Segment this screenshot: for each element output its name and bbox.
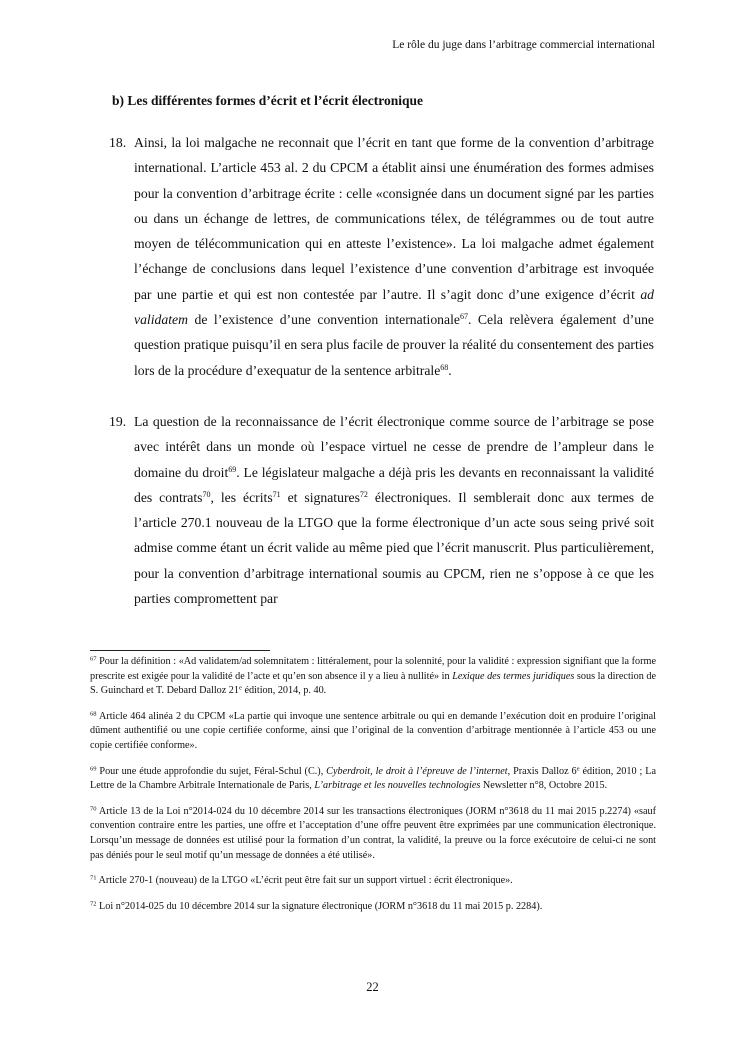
footnotes: [90, 655, 656, 925]
footnote-text: Article 13 de la Loi n°2014-024 du 10 décembre 2014 sur les transactions électroniques (JORM n°3618 du 11 mai 2015 p.2274) «sauf convention contraire entre les parties, une offre et l’acceptation d’une offre peuvent être exprimées par une communication électronique. Lorsqu’un message de données est utilisé pour la formation d’un contrat, la validité, la preuve ou la force exécutoire de celui-ci ne sont pas déniés pour le seul motif qu’un message de données a été utilisé».: [90, 805, 656, 861]
paragraph-number: 19.: [109, 414, 127, 429]
footnote-ref-67[interactable]: 67: [459, 312, 468, 322]
footnote-number: 69: [90, 765, 97, 773]
edition-superscript: e: [576, 765, 580, 773]
footnote-text: sous la direction de S. Guinchard et T. Debard Dalloz 21: [90, 670, 657, 697]
footnote-70: [90, 805, 656, 863]
page-number: 22: [366, 980, 379, 994]
footnote-68: [90, 710, 656, 754]
footnote-text: Loi n°2014-025 du 10 décembre 2014 sur la signature électronique (JORM n°3618 du 11 mai 2015 p. 2284).: [96, 900, 543, 912]
footnote-text: Pour la définition : «Ad validatem/ad solemnitatem : littéralement, pour la solennité, pour la validité : expression signifiant que la forme prescrite est exigée pour la validité de l’acte et qu’en son absence il y a lieu à nullité» in: [90, 656, 656, 682]
paragraph-19: [109, 409, 654, 611]
footnote-text: , Praxis Dalloz 6: [507, 765, 577, 777]
paragraph-text: . Le législateur malgache a déjà pris les devants en reconnaissant la validité des contrats: [134, 464, 654, 505]
footnote-ref-72[interactable]: 72: [359, 489, 368, 499]
footnote-71: [90, 874, 656, 889]
paragraph-text: de l’existence d’une convention internationale: [187, 312, 460, 328]
footnote-number: 67: [90, 655, 97, 663]
footnote-text: édition, 2010 ; La Lettre de la Chambre Arbitrale Internationale de Paris,: [90, 765, 656, 792]
footnote-italic: Cyberdroit, le droit à l’épreuve de l’internet: [326, 765, 508, 777]
footnote-text: Pour une étude approfondie du sujet, Féral-Schul (C.),: [96, 765, 327, 777]
footnote-ref-68[interactable]: 68: [440, 362, 449, 372]
section-title: b) Les différentes formes d’écrit et l’écrit électronique: [112, 93, 424, 108]
footnote-text: Newsletter n°8, Octobre 2015.: [480, 780, 608, 792]
italic-term: ad validatem: [134, 286, 654, 328]
paragraph-18: [109, 130, 654, 383]
paragraph-text: . Cela relèvera également d’une question pratique puisqu’il en sera plus facile de prouver la réalité du consentement des parties lors de la procédure d’exequatur de la sentence arbitrale: [134, 312, 654, 378]
paragraph-text: .: [448, 362, 452, 378]
paragraph-number: 18.: [109, 135, 127, 150]
edition-superscript: e: [239, 684, 242, 692]
footnote-number: 71: [90, 874, 97, 882]
paragraph-text: Ainsi, la loi malgache ne reconnait que l’écrit en tant que forme de la convention d’arbitrage international. L’article 453 al. 2 du CPCM a établit ainsi une énumération des formes admises pour la convention d’arbitrage écrite : celle «consignée dans un document signé par les parties ou dans un échange de lettres, de communications télex, de télégrammes ou de tout autre moyen de télécommunication qui en atteste l’existence». La loi malgache admet également l’échange de conclusions dans lequel l’existence d’une convention d’arbitrage est invoquée par une partie et qui est non contestée par l’autre. Il s’agit donc d’une exigence d’écrit: [134, 135, 654, 302]
paragraph-text: , les écrits: [210, 489, 273, 505]
footnote-separator: [90, 650, 270, 651]
footnote-number: 68: [90, 710, 97, 718]
running-header: Le rôle du juge dans l’arbitrage commercial international: [392, 39, 655, 51]
footnote-number: 72: [90, 900, 97, 908]
footnote-italic: L’arbitrage et les nouvelles technologies: [314, 780, 481, 792]
footnote-text: Article 270-1 (nouveau) de la LTGO «L’écrit peut être fait sur un support virtuel : écrit électronique».: [96, 875, 513, 887]
footnote-ref-70[interactable]: 70: [202, 489, 211, 499]
footnote-ref-69[interactable]: 69: [228, 464, 237, 474]
footnote-text: édition, 2014, p. 40.: [241, 685, 327, 697]
footnote-67: [90, 655, 656, 699]
footnote-69: [90, 765, 656, 794]
footnote-number: 70: [90, 805, 97, 813]
paragraph-text: électroniques. Il semblerait donc aux termes de l’article 270.1 nouveau de la LTGO que la forme électronique d’un acte sous seing privé soit admise comme étant un écrit valide au même pied que l’écrit manuscrit. Plus particulièrement, pour la convention d’arbitrage international soumis au CPCM, rien ne s’oppose à ce que les parties compromettent par: [134, 489, 654, 607]
paragraph-text: La question de la reconnaissance de l’écrit électronique comme source de l’arbitrage se pose avec intérêt dans un monde où l’espace virtuel ne cesse de prendre de l’ampleur dans le domaine du droit: [134, 414, 654, 480]
footnote-72: [90, 900, 656, 915]
paragraph-text: et signatures: [280, 489, 360, 505]
footnote-text: Article 464 alinéa 2 du CPCM «La partie qui invoque une sentence arbitrale ou qui en demande l’exécution doit en produire l’original dûment authentifié ou une copie certifiée conforme, ainsi que l’original de la convention d’arbitrage mentionnée à l’article 453 ou une copie certifiée conforme».: [90, 710, 656, 751]
footnote-ref-71[interactable]: 71: [272, 489, 281, 499]
footnote-italic: Lexique des termes juridiques: [452, 670, 575, 682]
